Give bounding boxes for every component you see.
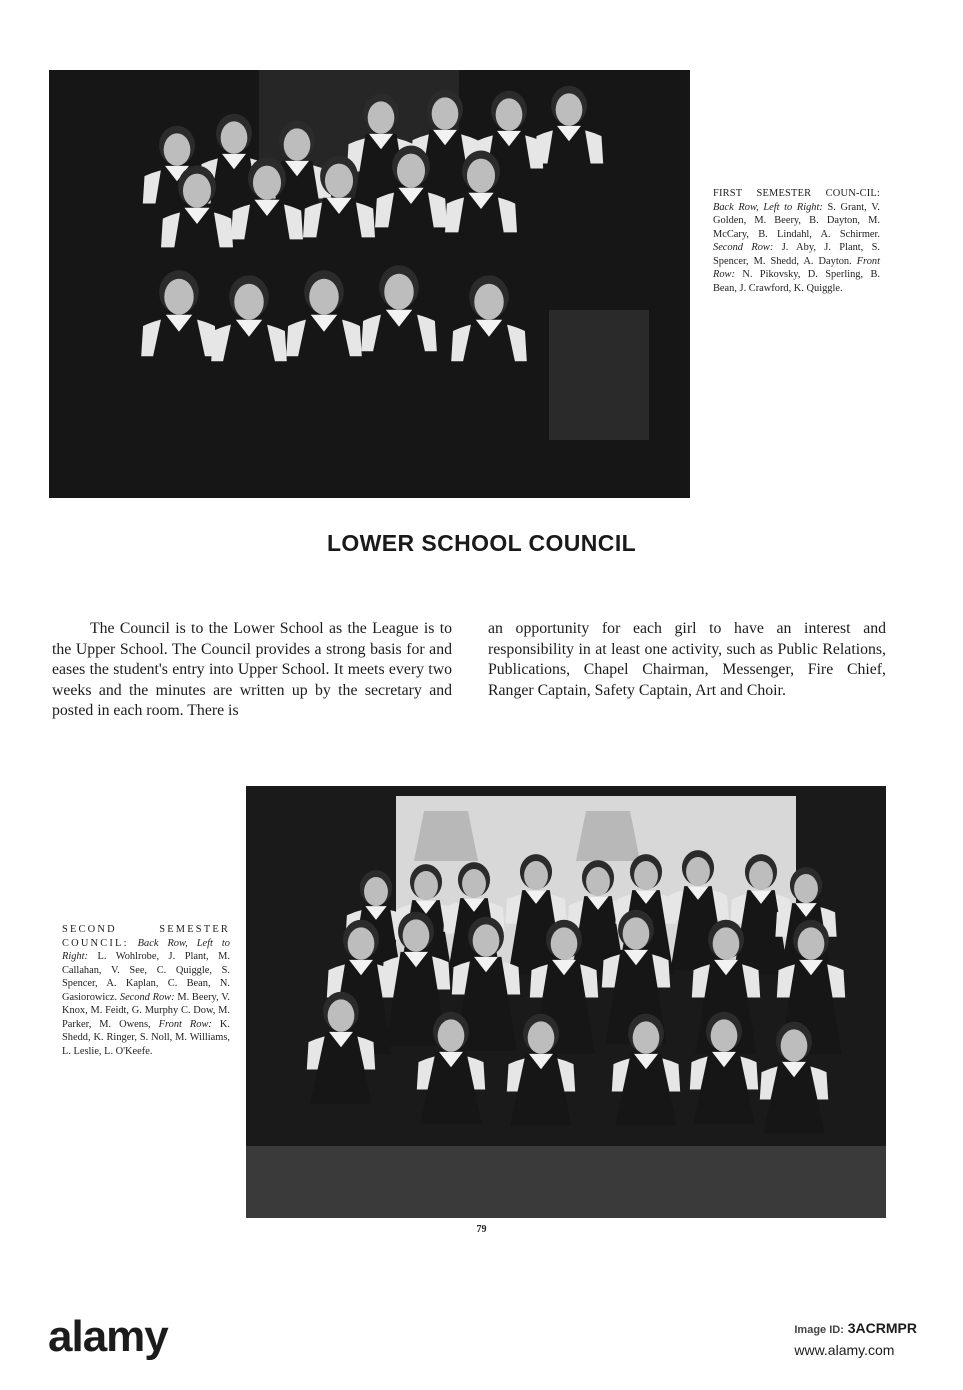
caption-front-row-names: K. Shedd, K. Ringer, S. Noll, M. Williams, L. Leslie, L. O'Keefe. <box>62 1018 230 1057</box>
page-title: LOWER SCHOOL COUNCIL <box>326 530 637 556</box>
chair <box>549 310 649 440</box>
body-column-right: an opportunity for each girl to have an interest and responsibility in at least one activity, such as Public Relations, Publications, Chapel Chairman, Messenger, Fire Chief, Ranger Captain, Safety Captain, Art and Choir. <box>488 620 886 699</box>
image-id: 3ACRMPR <box>847 1320 917 1336</box>
caption-front-row-names: N. Pikovsky, D. Sperling, B. Bean, J. Crawford, K. Quiggle. <box>713 269 880 294</box>
floor <box>246 1146 886 1218</box>
alamy-logo: alamy <box>48 1312 168 1361</box>
caption-label-back-row: Back Row, Left to Right: <box>713 201 823 213</box>
watermark-url: www.alamy.com <box>794 1342 895 1358</box>
caption-heading: SECOND SEMESTER COUNCIL: <box>62 924 230 949</box>
caption-label-second-row: Second Row: <box>713 242 774 253</box>
caption-second-row-names: J. Aby, J. Plant, S. Spencer, M. Shedd, A. Dayton. <box>713 242 880 267</box>
first-semester-council-photo <box>49 70 690 498</box>
caption-label-second-row: Second Row: <box>119 991 175 1003</box>
page-number: 79 <box>476 1224 487 1235</box>
body-column-left: The Council is to the Lower School as the League is to the Upper School. The Council provides a strong basis for and eases the student's entry into Upper School. It meets every two weeks and the minutes are written up by the secretary and posted in each room. There is <box>52 620 452 720</box>
image-id-label: Image ID: <box>794 1324 844 1336</box>
caption-back-row-names: S. Grant, V. Golden, M. Beery, B. Dayton, M. McCary, B. Lindahl, A. Schirmer. <box>713 201 880 240</box>
caption-label-front-row: Front Row: <box>713 255 880 280</box>
caption-label-back-row: Back Row, Left to Right: <box>62 937 230 962</box>
caption-second-row-names: M. Beery, V. Knox, M. Feidt, G. Murphy C. Dow, M. Parker, M. Owens, <box>62 991 230 1030</box>
caption-back-row-names: L. Wohlrobe, J. Plant, M. Callahan, V. See, C. Quiggle, S. Spencer, A. Kaplan, C. Bean, N. Gasiorowicz. <box>62 951 230 1003</box>
first-semester-caption <box>713 187 880 295</box>
caption-heading: FIRST SEMESTER COUN-CIL: <box>713 188 880 199</box>
second-semester-council-photo <box>246 786 886 1218</box>
second-semester-caption <box>62 923 230 1058</box>
lamp-shade <box>576 811 640 861</box>
caption-label-front-row: Front Row: <box>158 1018 212 1030</box>
group-photo-first-semester <box>49 70 690 498</box>
lamp-shade <box>414 811 478 861</box>
group-photo-second-semester <box>246 786 886 1218</box>
watermark-info <box>794 1320 917 1358</box>
